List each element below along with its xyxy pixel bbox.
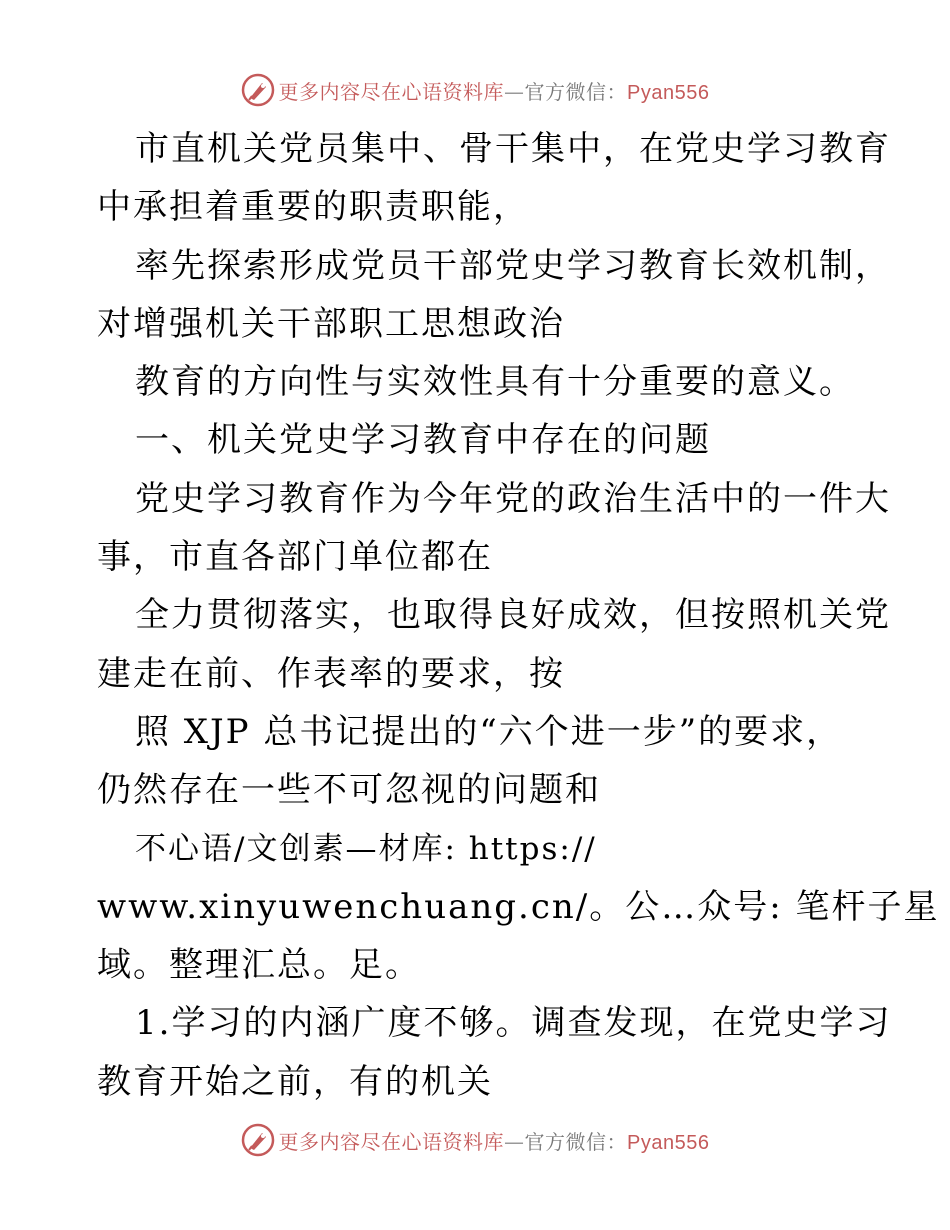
header-banner-slogan: 更多内容尽在心语资料库 — [278, 79, 505, 104]
footer-banner-dash: — — [504, 1129, 525, 1154]
footer-banner-wechat-id: Pyan556 — [627, 1131, 710, 1154]
text-line: 全力贯彻落实，也取得良好成效，但按照机关党 — [135, 595, 891, 636]
text-line: 教育开始之前，有的机关 — [97, 1061, 493, 1102]
text-line: 事，市直各部门单位都在 — [97, 537, 493, 578]
pen-nib-logo-icon — [241, 73, 275, 107]
text-line: 市直机关党员集中、骨干集中，在党史学习教育 — [135, 129, 891, 169]
text-line: 照 XJP 总书记提出的“六个进一步”的要求， — [135, 711, 843, 752]
text-line: 不心语/文创素—材库: https:// — [135, 830, 597, 867]
footer-banner-label: 官方微信： — [524, 1129, 628, 1154]
footer-banner-slogan: 更多内容尽在心语资料库 — [278, 1129, 505, 1154]
header-banner — [0, 70, 950, 110]
url-text-line: www.xinyuwenchuang.cn/。公…众号: 笔杆子星 — [97, 886, 940, 927]
text-line: 率先探索形成党员干部党史学习教育长效机制， — [135, 245, 891, 286]
text-line: 教育的方向性与实效性具有十分重要的意义。 — [135, 362, 855, 403]
text-line: 党史学习教育作为今年党的政治生活中的一件大 — [135, 478, 891, 519]
text-line: 对增强机关干部职工思想政治 — [97, 303, 565, 344]
header-banner-dash: — — [504, 79, 525, 104]
text-line: 建走在前、作表率的要求，按 — [97, 653, 565, 694]
text-line: 1.学习的内涵广度不够。调查发现，在党史学习 — [135, 1003, 892, 1044]
pen-nib-logo-icon — [241, 1123, 275, 1157]
header-banner-wechat-id: Pyan556 — [627, 81, 710, 104]
text-line: 域。整理汇总。足。 — [97, 945, 421, 986]
text-line: 仍然存在一些不可忽视的问题和 — [97, 770, 601, 811]
section-heading: 一、机关党史学习教育中存在的问题 — [135, 420, 711, 461]
text-line: 中承担着重要的职责职能， — [97, 187, 529, 228]
footer-banner-text — [279, 1126, 710, 1155]
footer-banner — [0, 1120, 950, 1160]
header-banner-label: 官方微信： — [524, 79, 628, 104]
document-body — [97, 120, 940, 1111]
header-banner-text — [279, 76, 710, 105]
